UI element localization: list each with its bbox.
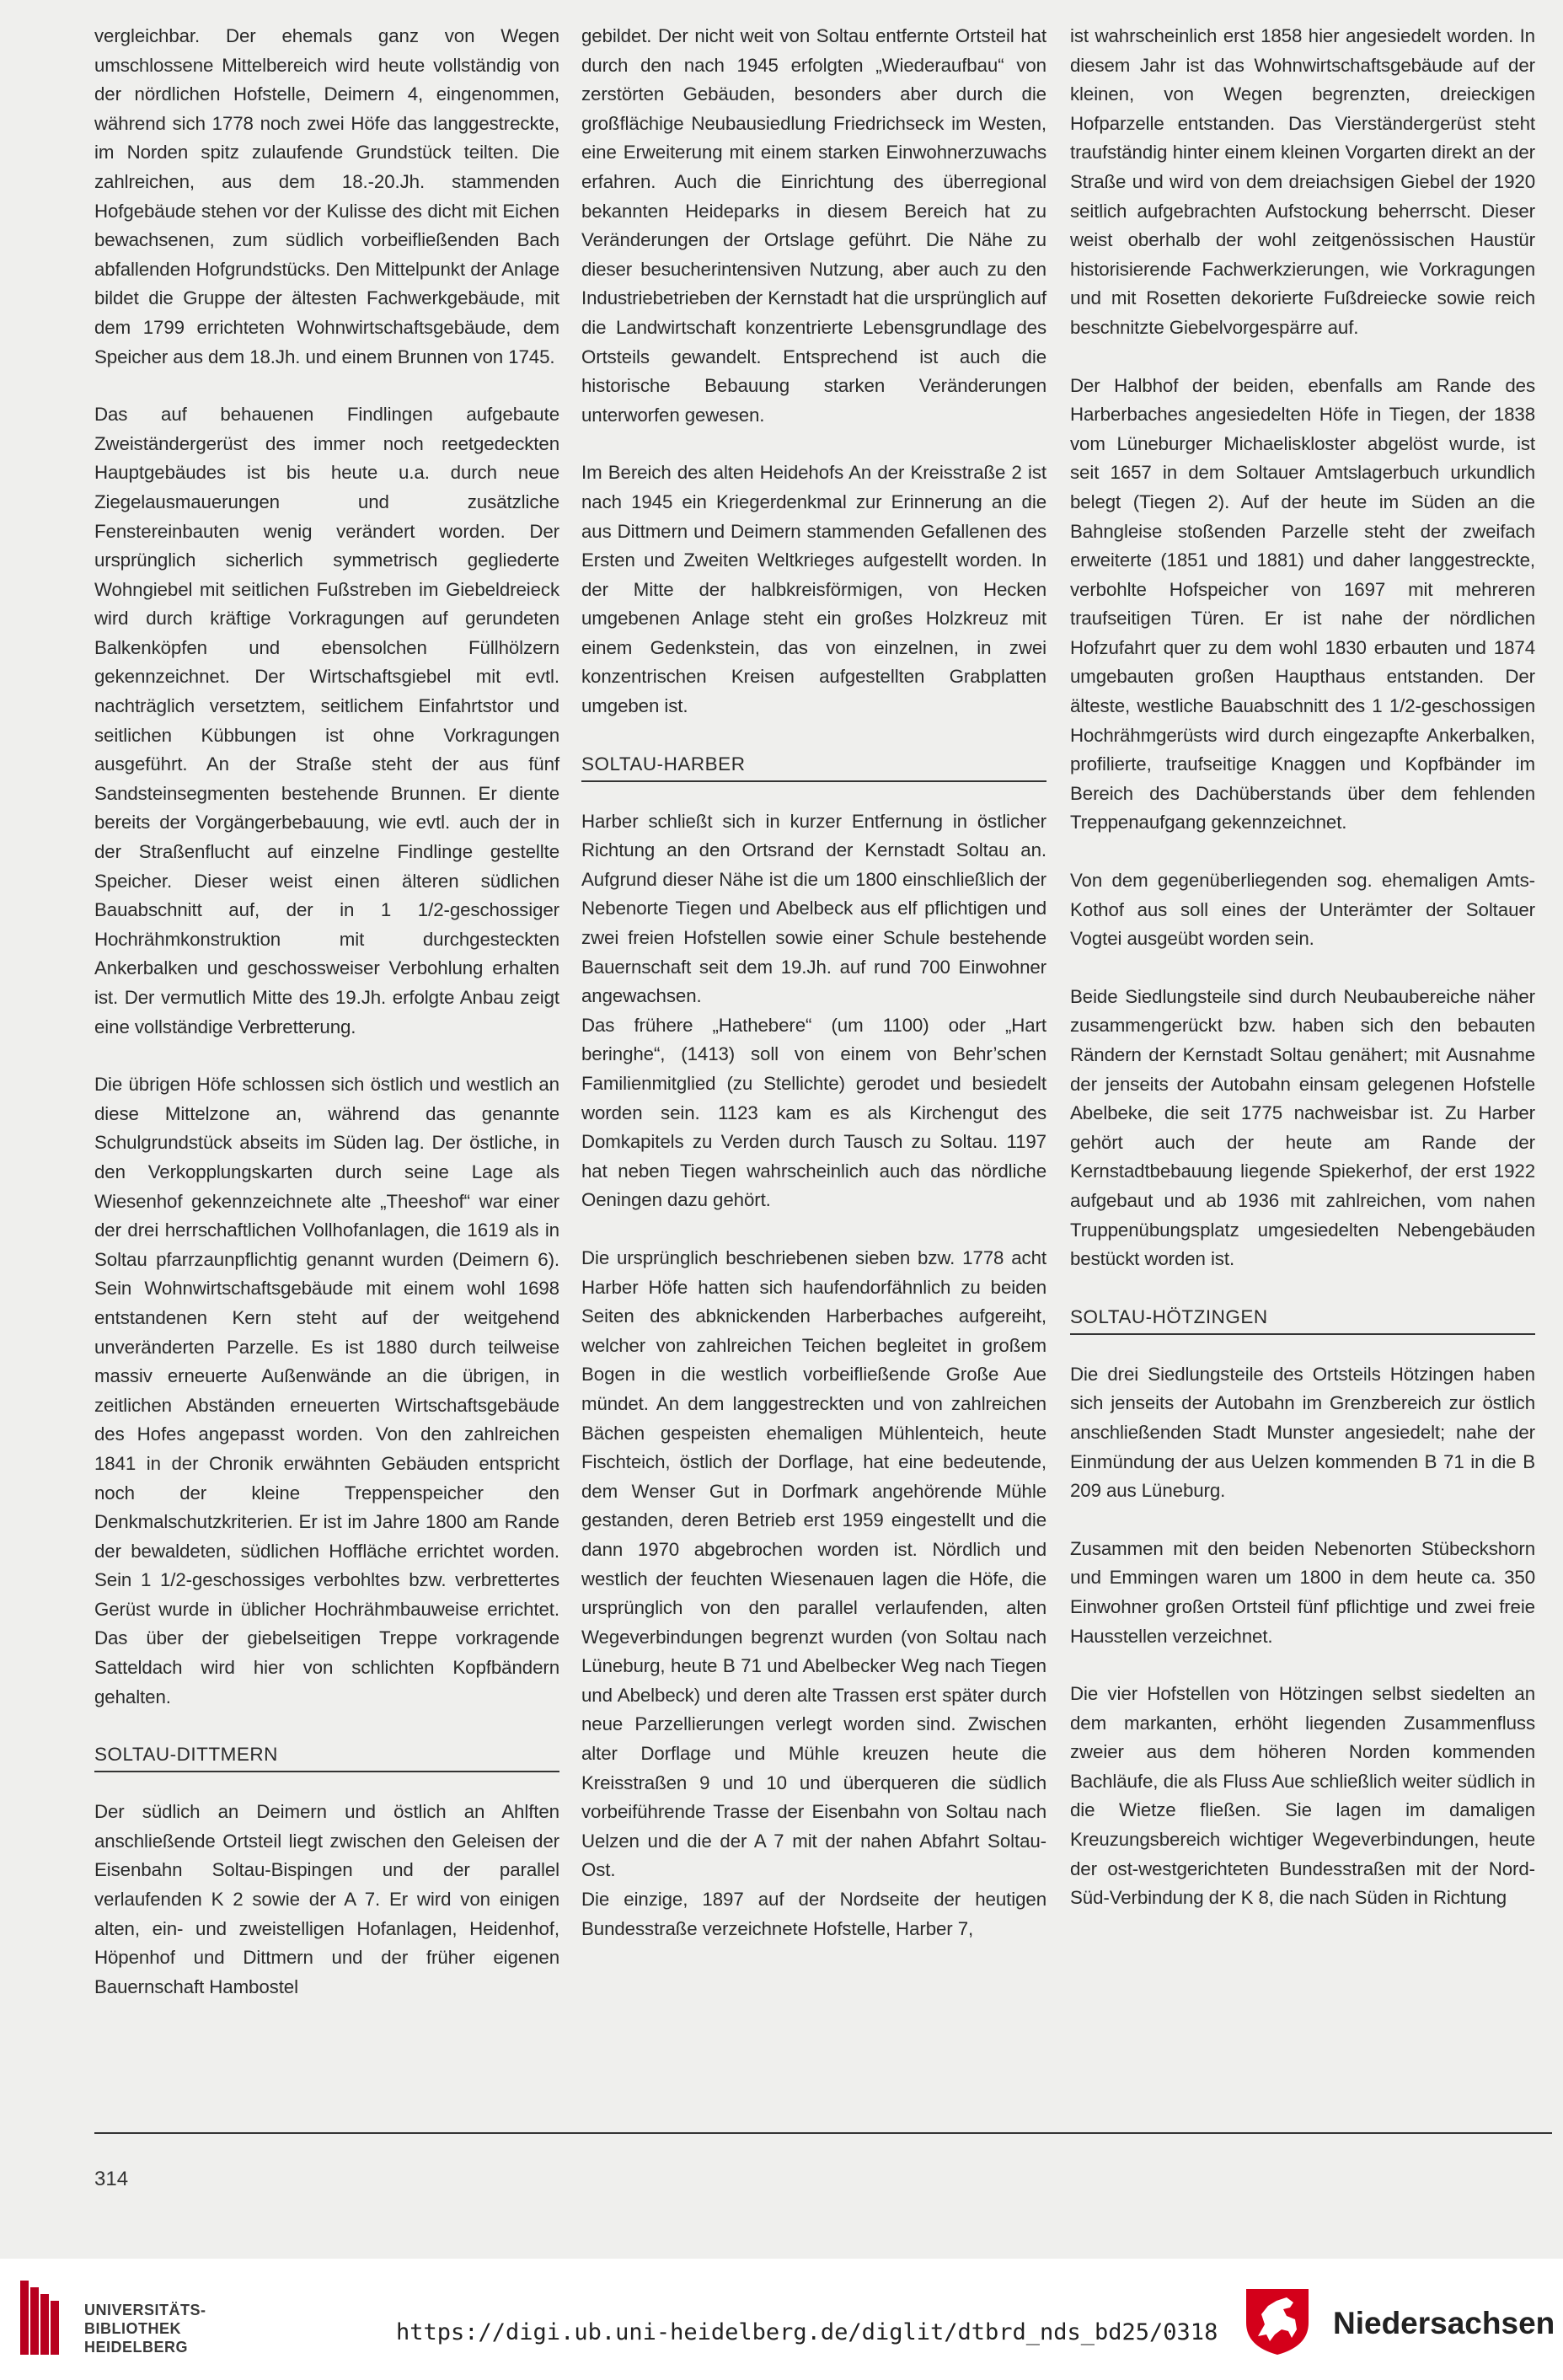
text-column-right (1070, 22, 1535, 1913)
paragraph: Im Bereich des alten Heidehofs An der Kreisstraße 2 ist nach 1945 ein Kriegerdenkmal zur Erinnerung an die aus Dittmern und Deimern stammenden Gefallenen des Ersten und Zweiten Weltkrieges aufgestellt worden. In der Mitte der halbkreisförmigen, von Hecken umgebenen Anlage steht ein großes Holzkreuz mit einem Gedenkstein, das von einzelnen, in zwei konzentrischen Kreisen aufgestellten Grabplatten umgeben ist. (581, 462, 1046, 717)
university-library-logo-icon (17, 2275, 67, 2360)
library-name-line: UNIVERSITÄTS- (84, 2302, 206, 2318)
lower-saxony-horse-emblem-icon (1243, 2286, 1312, 2356)
paragraph: Zusammen mit den beiden Nebenorten Stübeckshorn und Emmingen waren um 1800 in dem heute ca. 350 Einwohner großen Ortsteil fünf pflichtige und zwei freie Hausstellen verzeichnet. (1070, 1537, 1535, 1647)
permalink-url[interactable]: https://digi.ub.uni-heidelberg.de/diglit/dtbrd_nds_bd25/0318 (396, 2319, 1218, 2345)
paragraph: ist wahrscheinlich erst 1858 hier angesiedelt worden. In diesem Jahr ist das Wohnwirtschaftsgebäude auf der kleinen, von Wegen begrenzten, dreieckigen Hofparzelle entstanden. Das Vierständergerüst steht traufständig hinter einem kleinen Vorgarten direkt an der Straße und wird von dem dreiachsigen Giebel der 1920 seitlich aufgebrachten Aufstockung beherrscht. Dieser weist oberhalb der wohl zeitgenössischen Haustür historisierende Fachwerkzierungen, wie Vorkragungen und mit Rosetten dekorierte Fußdreiecke sowie reich beschnitzte Giebelvorgespärre auf. (1070, 25, 1535, 338)
paragraph: vergleichbar. Der ehemals ganz von Wegen umschlossene Mittelbereich wird heute vollständig von der nördlichen Hofstelle, Deimern 4, eingenommen, während sich 1778 noch zwei Höfe das langgestreckte, im Norden spitz zulaufende Grundstück teilten. Die zahlreichen, aus dem 18.-20.Jh. stammenden Hofgebäude stehen vor der Kulisse des dicht mit Eichen bewachsenen, zum südlich vorbeifließenden Bach abfallenden Hofgrundstücks. Den Mittelpunkt der Anlage bildet die Gruppe der ältesten Fachwerkgebäude, mit dem 1799 errichteten Wohnwirtschaftsgebäude, dem Speicher aus dem 18.Jh. und einem Brunnen von 1745. (94, 25, 559, 367)
page-number: 314 (94, 2168, 129, 2190)
paragraph: Harber schließt sich in kurzer Entfernung in östlicher Richtung an den Ortsrand der Kernstadt Soltau an. Aufgrund dieser Nähe ist die um 1800 einschließlich der Nebenorte Tiegen und Abelbeck aus elf pflichtigen und zwei freien Hofstellen sowie einer Schule bestehende Bauernschaft seit dem 19.Jh. auf rund 700 Einwohner angewachsen. (581, 810, 1046, 1007)
paragraph: Die übrigen Höfe schlossen sich östlich und westlich an diese Mittelzone an, während das genannte Schulgrundstück abseits im Süden lag. Der östliche, in den Verkopplungskarten durch seine Lage als Wiesenhof gekennzeichnete alte „Theeshof“ war einer der drei herrschaftlichen Vollhofanlagen, die 1619 als in Soltau pfarrzaunpflichtig genannt wurden (Deimern 6). Sein Wohnwirtschaftsgebäude mit einem wohl 1698 entstandenen Kern steht auf der weitgehend unveränderten Parzelle. Es ist 1880 durch teilweise massiv erneuerte Außenwände an die übrigen, in zeitlichen Abständen erneuerten Wirtschaftsgebäude des Hofes angepasst worden. Von den zahlreichen 1841 in der Chronik erwähnten Gebäuden entspricht noch der kleine Treppenspeicher den Denkmalschutzkriterien. Er ist im Jahre 1800 am Rande der bewaldeten, südlichen Hoffläche errichtet worden. Sein 1 1/2-geschossiges verbohltes bzw. verbrettertes Gerüst wurde in üblicher Hochrähmbauweise errichtet. Das über der giebelseitigen Treppe vorkragende Satteldach wird hier von schlichten Kopfbändern gehalten. (94, 1074, 559, 1707)
library-name-line: HEIDELBERG (84, 2339, 189, 2356)
paragraph: Die vier Hofstellen von Hötzingen selbst siedelten an dem markanten, erhöht liegenden Zusammenfluss zweier aus dem höheren Norden kommenden Bachläufe, die als Fluss Aue schließlich weiter südlich in die Wietze fließen. Sie lagen im damaligen Kreuzungsbereich wichtiger Wegeverbindungen, heute der ost-westgerichteten Bundesstraßen mit der Nord-Süd-Verbindung der K 8, die nach Süden in Richtung (1070, 1683, 1535, 1909)
text-column-left (94, 22, 559, 2002)
library-name-line: BIBLIOTHEK (84, 2320, 181, 2337)
paragraph: Das frühere „Hathebere“ (um 1100) oder „Hart beringhe“, (1413) soll von einem von Behr’schen Familienmitglied (zu Stellichte) gerodet und besiedelt worden sein. 1123 kam es als Kirchengut des Domkapitels zu Verden durch Tausch zu Soltau. 1197 hat neben Tiegen wahrscheinlich auch das nördliche Oeningen dazu gehört. (581, 1014, 1046, 1211)
paragraph: Das auf behauenen Findlingen aufgebaute Zweiständergerüst des immer noch reetgedeckten Hauptgebäudes ist bis heute u.a. durch neue Ziegelausmauerungen und zusätzliche Fenstereinbauten wenig verändert worden. Der ursprünglich sicherlich symmetrisch gegliederte Wohngiebel mit seitlichen Fußstreben im Giebeldreieck wird durch kräftige Vorkragungen auf gerundeten Balkenköpfen und ebensolchen Füllhölzern gekennzeichnet. Der Wirtschaftsgiebel mit evtl. nachträglich versetztem, seitlichem Einfahrtstor und seitlichen Kübbungen ist ohne Vorkragungen ausgeführt. An der Straße steht der aus fünf Sandsteinsegmenten bestehende Brunnen. Er diente bereits der Vorgängerbebauung, wie evtl. auch der in der Straßenflucht auf einzelne Findlinge gestellte Speicher. Dieser weist einen älteren südlichen Bauabschnitt auf, der in 1 1/2-geschossiger Hochrähmkonstruktion mit durchgesteckten Ankerbalken und geschossweiser Verbohlung erhalten ist. Der vermutlich Mitte des 19.Jh. erfolgte Anbau zeigt eine vollständige Verbretterung. (94, 404, 559, 1037)
footer-rule (94, 2132, 1552, 2134)
university-library-name (84, 2301, 206, 2356)
section-heading-harber: SOLTAU-HARBER (581, 750, 1046, 782)
section-heading-dittmern: SOLTAU-DITTMERN (94, 1740, 559, 1772)
paragraph: Beide Siedlungsteile sind durch Neubaubereiche näher zusammengerückt bzw. haben sich den bebauten Rändern der Kernstadt Soltau genähert; mit Ausnahme der jenseits der Autobahn einsam gelegenen Hofstelle Abelbeke, die seit 1775 nachweisbar ist. Zu Harber gehört auch der heute am Rande der Kernstadtbebauung liegende Spiekerhof, der erst 1922 aufgebaut und ab 1936 mit zahlreichen, vom nahen Truppenübungsplatz umgesiedelten Nebengebäuden bestückt worden ist. (1070, 985, 1535, 1270)
paragraph: Der Halbhof der beiden, ebenfalls am Rande des Harberbaches angesiedelten Höfe in Tiegen, der 1838 vom Lüneburger Michaeliskloster abgelöst wurde, ist seit 1657 in dem Soltauer Amtslagerbuch urkundlich belegt (Tiegen 2). Auf der heute im Süden an die Bahngleise stoßenden Parzelle steht der zweifach erweiterte (1851 und 1881) und daher langgestreckte, verbohlte Hofspeicher von 1697 mit mehreren traufseitigen Türen. Er ist nahe der nördlichen Hofzufahrt quer zu dem wohl 1830 erbauten und 1874 umgebauten großen Haupthaus entstanden. Der älteste, westliche Bauabschnitt des 1 1/2-geschossigen Hochrähmgerüsts wird durch eingezapfte Ankerbalken, profilierte, traufseitige Knaggen und Kopfbänder im Bereich des Dachüberstands über dem fehlenden Treppenaufgang gekennzeichnet. (1070, 374, 1535, 834)
paragraph: Die einzige, 1897 auf der Nordseite der heutigen Bundesstraße verzeichnete Hofstelle, Harber 7, (581, 1889, 1046, 1939)
state-name: Niedersachsen (1333, 2306, 1555, 2340)
text-column-middle (581, 22, 1046, 1943)
paragraph: Die drei Siedlungsteile des Ortsteils Hötzingen haben sich jenseits der Autobahn im Grenzbereich zur östlich anschließenden Stadt Munster angesiedelt; nahe der Einmündung der aus Uelzen kommenden B 71 in die B 209 aus Lüneburg. (1070, 1363, 1535, 1502)
paragraph: gebildet. Der nicht weit von Soltau entfernte Ortsteil hat durch den nach 1945 erfolgten „Wiederaufbau“ von zerstörten Gebäuden, besonders aber durch die großflächige Neubausiedlung Friedrichseck im Westen, eine Erweiterung mit einem starken Einwohnerzuwachs erfahren. Auch die Einrichtung des überregional bekannten Heideparks in diesem Bereich hat zu Veränderungen der Ortslage geführt. Die Nähe zu dieser besucherintensiven Nutzung, aber auch zu den Industriebetrieben der Kernstadt hat die ursprünglich auf die Landwirtschaft konzentrierte Lebensgrundlage des Ortsteils gewandelt. Entsprechend ist auch die historische Bebauung starken Veränderungen unterworfen gewesen. (581, 25, 1046, 426)
paragraph: Von dem gegenüberliegenden sog. ehemaligen Amts-Kothof aus soll eines der Unterämter der Soltauer Vogtei ausgeübt worden sein. (1070, 870, 1535, 950)
section-heading-hoetzingen: SOLTAU-HÖTZINGEN (1070, 1303, 1535, 1335)
paragraph: Die ursprünglich beschriebenen sieben bzw. 1778 acht Harber Höfe hatten sich haufendorfähnlich zu beiden Seiten des abknickenden Harberbaches aufgereiht, welcher von zahlreichen Teichen begleitet in großem Bogen in die westlich vorbeifließende Große Aue mündet. An dem langgestreckten und von zahlreichen Bächen gespeisten ehemaligen Mühlenteich, heute Fischteich, östlich der Dorflage, hat eine bedeutende, dem Wenser Gut in Dorfmark angehörende Mühle gestanden, deren Betrieb erst 1959 eingestellt und die dann 1970 abgebrochen worden ist. Nördlich und westlich der feuchten Wiesenauen lagen die Höfe, die ursprünglich von den parallel verlaufenden, alten Wegeverbindungen begrenzt wurden (von Soltau nach Lüneburg, heute B 71 und Abelbecker Weg nach Tiegen und Abelbeck) und deren alte Trassen erst später durch neue Parzellierungen verlegt worden sind. Zwischen alter Dorflage und Mühle kreuzen heute die Kreisstraßen 9 und 10 und überqueren die südlich vorbeiführende Trasse der Eisenbahn von Soltau nach Uelzen und die der A 7 mit der nahen Abfahrt Soltau-Ost. (581, 1246, 1046, 1881)
paragraph: Der südlich an Deimern und östlich an Ahlften anschließende Ortsteil liegt zwischen den Geleisen der Eisenbahn Soltau-Bispingen und der parallel verlaufenden K 2 sowie der A 7. Er wird von einigen alten, ein- und zweistelligen Hofanlagen, Heidenhof, Höpenhof und Dittmern und der früher eigenen Bauernschaft Hambostel (94, 1801, 559, 1997)
